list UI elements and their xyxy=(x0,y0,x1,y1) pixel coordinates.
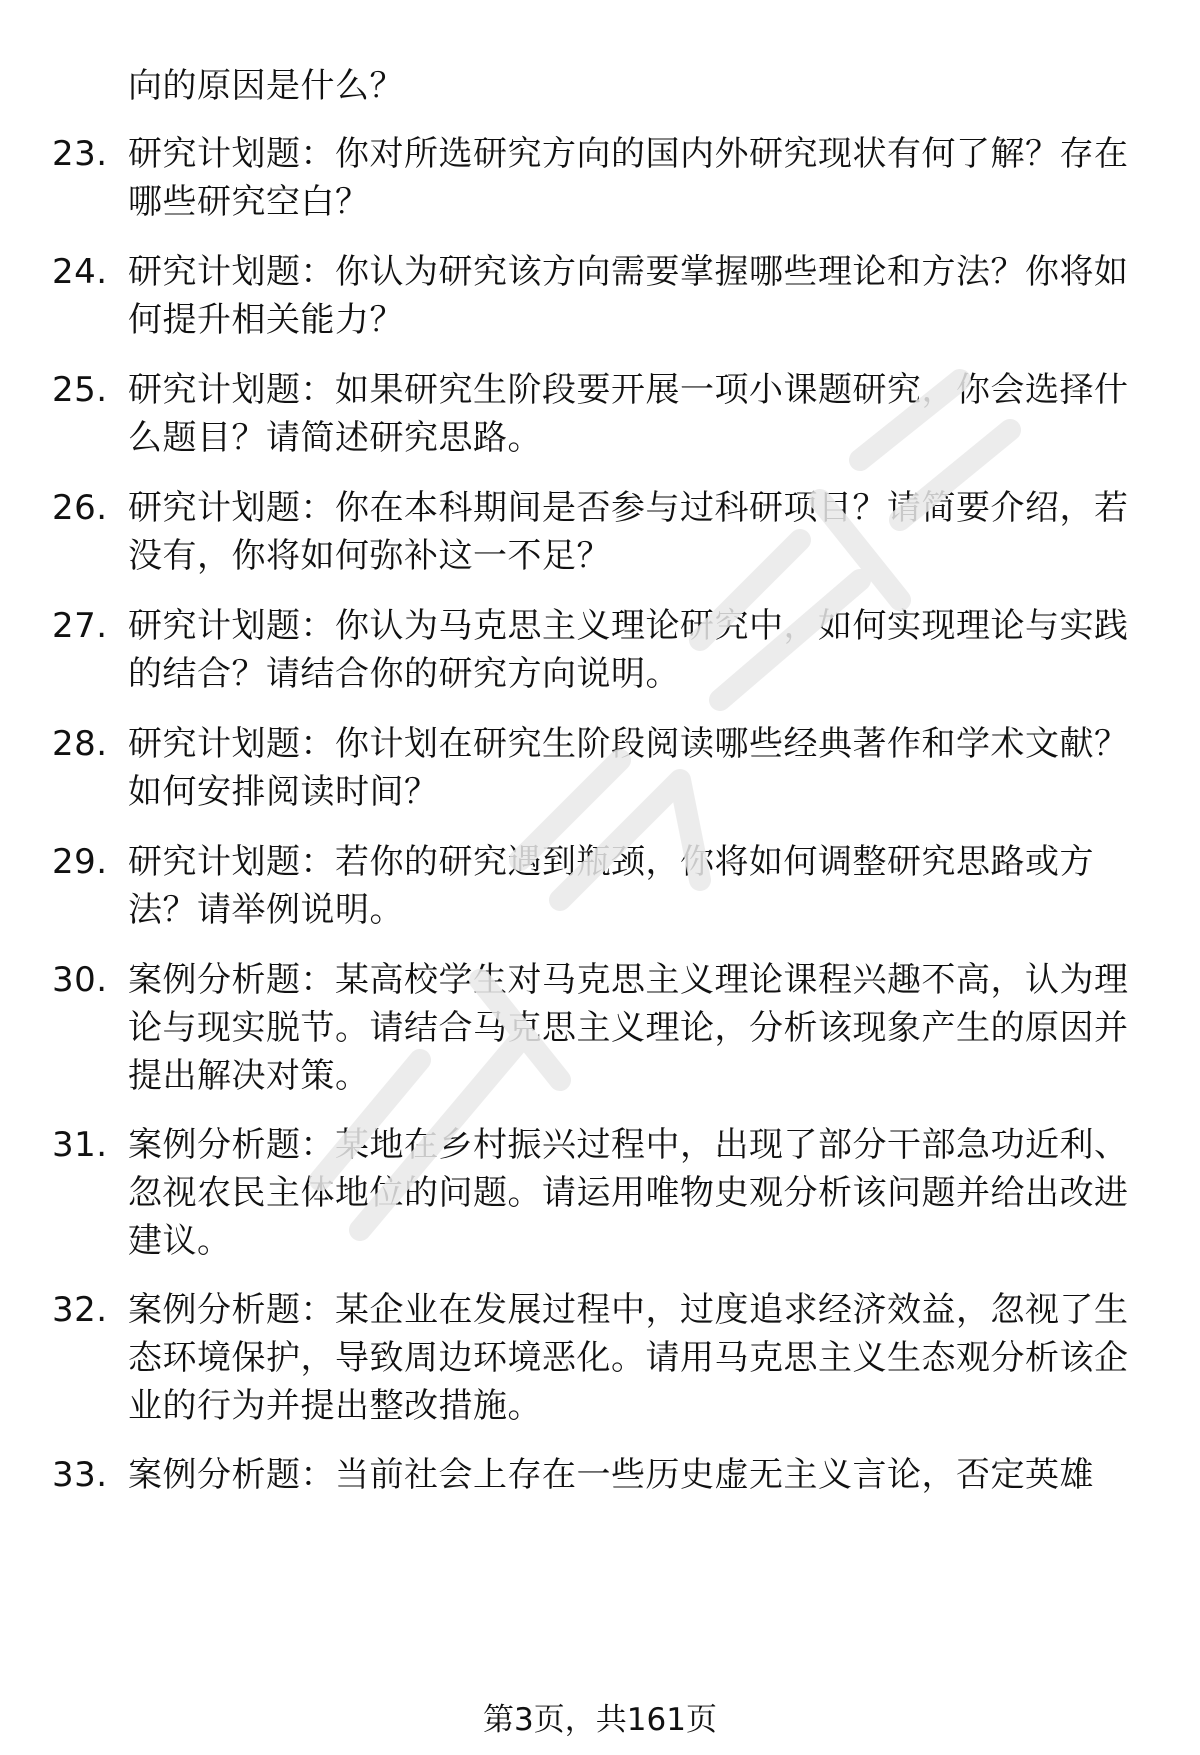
question-number: 32. xyxy=(52,1290,108,1330)
question-text: 研究计划题：你认为马克思主义理论研究中，如何实现理论与实践的结合？请结合你的研究方向说明。 xyxy=(128,606,1129,694)
question-item xyxy=(52,366,1152,462)
question-item xyxy=(52,838,1152,934)
question-item xyxy=(52,956,1152,1100)
question-item xyxy=(52,130,1152,226)
question-item xyxy=(52,1286,1152,1430)
question-number: 27. xyxy=(52,606,108,646)
question-number: 28. xyxy=(52,724,108,764)
question-text: 研究计划题：你对所选研究方向的国内外研究现状有何了解？存在哪些研究空白？ xyxy=(128,134,1129,222)
question-number: 23. xyxy=(52,134,108,174)
question-text: 案例分析题：某企业在发展过程中，过度追求经济效益，忽视了生态环境保护，导致周边环境恶化。请用马克思主义生态观分析该企业的行为并提出整改措施。 xyxy=(128,1290,1129,1426)
question-number: 26. xyxy=(52,488,108,528)
question-text: 研究计划题：你计划在研究生阶段阅读哪些经典著作和学术文献？如何安排阅读时间？ xyxy=(128,724,1129,812)
question-item xyxy=(52,602,1152,698)
question-item xyxy=(52,720,1152,816)
continued-question-text: 向的原因是什么？ xyxy=(128,66,404,106)
question-number: 33. xyxy=(52,1455,108,1495)
question-number: 31. xyxy=(52,1125,108,1165)
question-number: 25. xyxy=(52,370,108,410)
question-item xyxy=(52,1121,1152,1265)
question-item xyxy=(52,484,1152,580)
page-footer: 第3页，共161页 xyxy=(483,1702,717,1738)
question-text: 研究计划题：若你的研究遇到瓶颈，你将如何调整研究思路或方法？请举例说明。 xyxy=(128,842,1094,930)
question-text: 案例分析题：当前社会上存在一些历史虚无主义言论，否定英雄 xyxy=(128,1455,1094,1495)
question-text: 研究计划题：如果研究生阶段要开展一项小课题研究，你会选择什么题目？请简述研究思路。 xyxy=(128,370,1129,458)
question-item xyxy=(52,248,1152,344)
question-number: 30. xyxy=(52,960,108,1000)
question-text: 研究计划题：你在本科期间是否参与过科研项目？请简要介绍，若没有，你将如何弥补这一不足？ xyxy=(128,488,1129,576)
question-text: 案例分析题：某地在乡村振兴过程中，出现了部分干部急功近利、忽视农民主体地位的问题。请运用唯物史观分析该问题并给出改进建议。 xyxy=(128,1125,1129,1261)
question-text: 研究计划题：你认为研究该方向需要掌握哪些理论和方法？你将如何提升相关能力？ xyxy=(128,252,1129,340)
question-number: 24. xyxy=(52,252,108,292)
question-number: 29. xyxy=(52,842,108,882)
question-text: 案例分析题：某高校学生对马克思主义理论课程兴趣不高，认为理论与现实脱节。请结合马克思主义理论，分析该现象产生的原因并提出解决对策。 xyxy=(128,960,1129,1096)
question-item xyxy=(52,1451,1152,1499)
